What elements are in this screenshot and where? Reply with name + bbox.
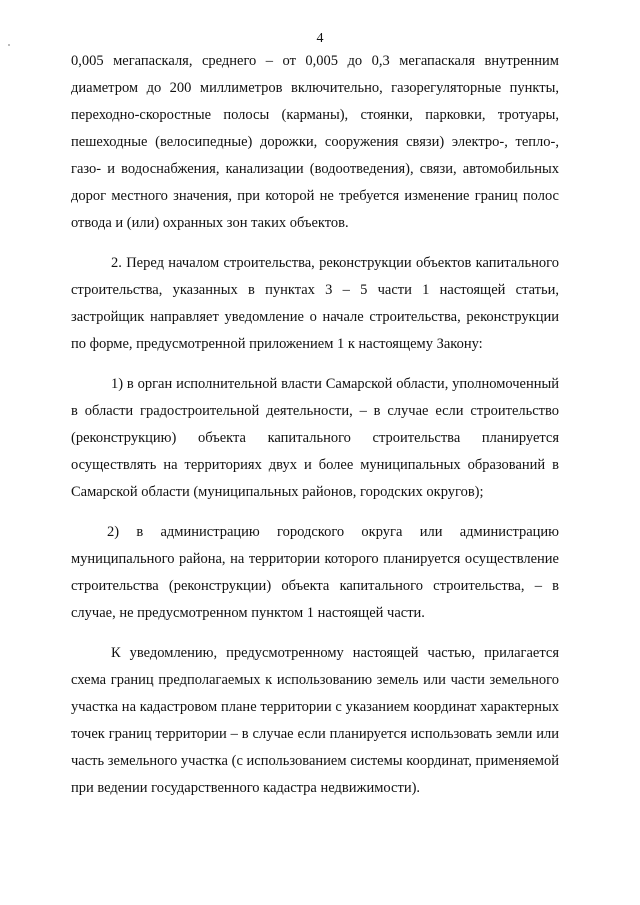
page-number: 4	[316, 31, 324, 46]
paragraph-attachment: К уведомлению, предусмотренному настоящей частью, прилагается схема границ предполагаемых к использованию земель или части земельного участка на кадастровом плане территории с указанием координат характерных точек границ территории – в случае если планируется использовать земли или часть земельного участка (с использованием системы координат, применяемой при ведении государственного кадастра недвижимости).	[71, 645, 559, 796]
paragraph-subclause-1: 1) в орган исполнительной власти Самарской области, уполномоченный в области градостроительной деятельности, – в случае если строительство (реконструкцию) объекта капитального строительства планируется осуществлять на территориях двух и более муниципальных образований в Самарской области (муниципальных районов, городских округов);	[71, 376, 559, 500]
document-body	[71, 48, 559, 802]
paragraph-continuation: 0,005 мегапаскаля, среднего – от 0,005 до 0,3 мегапаскаля внутренним диаметром до 200 миллиметров включительно, газорегуляторные пункты, переходно-скоростные полосы (карманы), стоянки, парковки, тротуары, пешеходные (велосипедные) дорожки, сооружения связи) электро-, тепло-, газо- и водоснабжения, канализации (водоотведения), связи, автомобильных дорог местного значения, при которой не требуется изменение границ полос отвода и (или) охранных зон таких объектов.	[71, 53, 559, 231]
paragraph-subclause-2: 2) в администрацию городского округа или администрацию муниципального района, на территории которого планируется осуществление строительства (реконструкции) объекта капитального строительства, – в случае, не предусмотренном пунктом 1 настоящей части.	[71, 524, 559, 621]
paragraph-clause-2: 2. Перед началом строительства, реконструкции объектов капитального строительства, указанных в пунктах 3 – 5 части 1 настоящей статьи, застройщик направляет уведомление о начале строительства, реконструкции по форме, предусмотренной приложением 1 к настоящему Закону:	[71, 255, 559, 352]
